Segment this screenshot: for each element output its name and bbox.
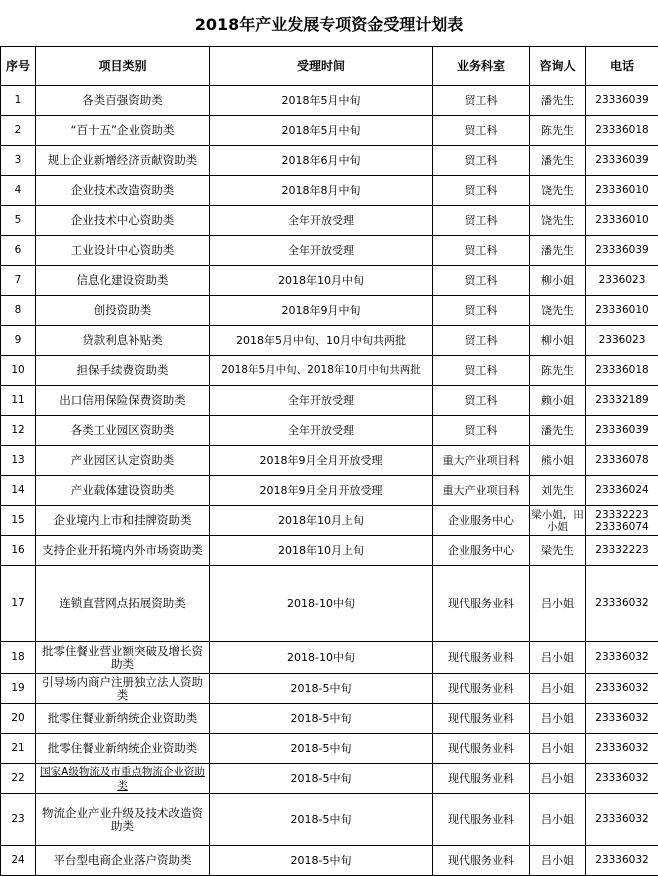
row-phone: 23336039 — [586, 416, 658, 446]
row-category: 企业技术中心资助类 — [36, 206, 210, 236]
row-phone: 23336024 — [586, 476, 658, 506]
row-phone: 23336032 — [586, 642, 658, 674]
row-dept: 现代服务业科 — [433, 794, 530, 846]
header-category: 项目类别 — [36, 47, 210, 86]
row-contact: 梁先生 — [530, 536, 586, 566]
row-contact: 吕小姐 — [530, 794, 586, 846]
row-category: 产业园区认定资助类 — [36, 446, 210, 476]
header-dept: 业务科室 — [433, 47, 530, 86]
row-contact: 陈先生 — [530, 116, 586, 146]
table-row — [1, 206, 658, 236]
row-category: 担保手续费资助类 — [36, 356, 210, 386]
row-no: 4 — [1, 176, 36, 206]
row-contact: 熊小姐 — [530, 446, 586, 476]
row-time: 2018年6月中旬 — [210, 146, 433, 176]
row-phone: 23336032 — [586, 846, 658, 876]
table-row — [1, 446, 658, 476]
row-phone: 23336032 — [586, 566, 658, 642]
row-dept: 贸工科 — [433, 266, 530, 296]
table-row — [1, 386, 658, 416]
row-dept: 现代服务业科 — [433, 846, 530, 876]
table-row — [1, 266, 658, 296]
row-category: “百十五”企业资助类 — [36, 116, 210, 146]
row-contact: 吕小姐 — [530, 566, 586, 642]
row-no: 22 — [1, 764, 36, 794]
header-time: 受理时间 — [210, 47, 433, 86]
page-title: 2018年产业发展专项资金受理计划表 — [0, 0, 658, 46]
table-row — [1, 846, 658, 876]
row-phone: 23336032 — [586, 674, 658, 704]
row-category: 产业载体建设资助类 — [36, 476, 210, 506]
row-contact: 吕小姐 — [530, 734, 586, 764]
row-phone: 23332189 — [586, 386, 658, 416]
row-time: 全年开放受理 — [210, 386, 433, 416]
row-dept: 贸工科 — [433, 206, 530, 236]
header-phone: 电话 — [586, 47, 658, 86]
row-dept: 现代服务业科 — [433, 704, 530, 734]
row-category: 各类工业园区资助类 — [36, 416, 210, 446]
row-contact: 赖小姐 — [530, 386, 586, 416]
row-no: 15 — [1, 506, 36, 536]
table-row — [1, 566, 658, 642]
row-contact: 陈先生 — [530, 356, 586, 386]
row-phone: 23336032 — [586, 704, 658, 734]
row-no: 14 — [1, 476, 36, 506]
row-no: 6 — [1, 236, 36, 266]
table-row — [1, 116, 658, 146]
row-contact: 吕小姐 — [530, 674, 586, 704]
row-contact: 潘先生 — [530, 236, 586, 266]
row-contact: 柳小姐 — [530, 326, 586, 356]
table-row — [1, 146, 658, 176]
row-no: 21 — [1, 734, 36, 764]
row-phone: 23332223 — [586, 536, 658, 566]
row-category: 贷款利息补贴类 — [36, 326, 210, 356]
row-dept: 现代服务业科 — [433, 566, 530, 642]
table-row — [1, 642, 658, 674]
row-no: 5 — [1, 206, 36, 236]
header-contact: 咨询人 — [530, 47, 586, 86]
row-category: 连锁直营网点拓展资助类 — [36, 566, 210, 642]
table-row — [1, 176, 658, 206]
table-row — [1, 86, 658, 116]
row-contact: 刘先生 — [530, 476, 586, 506]
row-contact: 饶先生 — [530, 176, 586, 206]
row-no: 20 — [1, 704, 36, 734]
row-contact: 梁小姐，田小姐 — [530, 506, 586, 536]
row-category: 信息化建设资助类 — [36, 266, 210, 296]
row-dept: 贸工科 — [433, 386, 530, 416]
table-row — [1, 236, 658, 266]
row-no: 16 — [1, 536, 36, 566]
table-row — [1, 764, 658, 794]
row-time: 2018年10月中旬 — [210, 266, 433, 296]
row-phone: 23336032 — [586, 734, 658, 764]
row-time: 2018年9月中旬 — [210, 296, 433, 326]
row-dept: 贸工科 — [433, 326, 530, 356]
row-contact: 吕小姐 — [530, 764, 586, 794]
row-time: 2018年10月上旬 — [210, 536, 433, 566]
row-dept: 现代服务业科 — [433, 764, 530, 794]
row-contact: 吕小姐 — [530, 846, 586, 876]
row-contact: 柳小姐 — [530, 266, 586, 296]
row-no: 17 — [1, 566, 36, 642]
row-no: 24 — [1, 846, 36, 876]
row-dept: 现代服务业科 — [433, 734, 530, 764]
row-dept: 贸工科 — [433, 356, 530, 386]
row-category — [36, 764, 210, 794]
row-no: 9 — [1, 326, 36, 356]
row-no: 19 — [1, 674, 36, 704]
row-contact: 吕小姐 — [530, 704, 586, 734]
row-time: 全年开放受理 — [210, 206, 433, 236]
row-phone: 23336032 — [586, 794, 658, 846]
row-category: 出口信用保险保费资助类 — [36, 386, 210, 416]
table-row — [1, 356, 658, 386]
row-contact: 潘先生 — [530, 416, 586, 446]
row-phone: 23336078 — [586, 446, 658, 476]
row-category: 工业设计中心资助类 — [36, 236, 210, 266]
row-category: 创投资助类 — [36, 296, 210, 326]
row-phone: 23332223 23336074 — [586, 506, 658, 536]
row-dept: 贸工科 — [433, 296, 530, 326]
row-time: 2018-5中旬 — [210, 764, 433, 794]
row-phone: 23336018 — [586, 356, 658, 386]
row-phone: 23336018 — [586, 116, 658, 146]
row-contact: 潘先生 — [530, 146, 586, 176]
header-row — [1, 47, 658, 86]
row-time: 2018年5月中旬 — [210, 116, 433, 146]
row-no: 11 — [1, 386, 36, 416]
row-dept: 贸工科 — [433, 176, 530, 206]
table-row — [1, 326, 658, 356]
row-dept: 现代服务业科 — [433, 642, 530, 674]
row-category: 各类百强资助类 — [36, 86, 210, 116]
row-no: 18 — [1, 642, 36, 674]
row-no: 12 — [1, 416, 36, 446]
table-row — [1, 476, 658, 506]
row-category: 企业技术改造资助类 — [36, 176, 210, 206]
table-row — [1, 536, 658, 566]
row-time: 2018年5月中旬、10月中旬共两批 — [210, 326, 433, 356]
table-row — [1, 704, 658, 734]
row-category: 批零住餐业营业额突破及增长资助类 — [36, 642, 210, 674]
row-time: 2018-5中旬 — [210, 674, 433, 704]
row-category: 规上企业新增经济贡献资助类 — [36, 146, 210, 176]
table-row — [1, 296, 658, 326]
row-time: 全年开放受理 — [210, 236, 433, 266]
row-no: 8 — [1, 296, 36, 326]
row-time: 2018年9月全月开放受理 — [210, 476, 433, 506]
row-no: 1 — [1, 86, 36, 116]
row-phone: 23336010 — [586, 206, 658, 236]
row-category-underlined: 国家A级物流及市重点物流企业资助类 — [40, 766, 205, 792]
table-row — [1, 734, 658, 764]
table-row — [1, 416, 658, 446]
row-phone: 2336023 — [586, 326, 658, 356]
funding-schedule-table — [0, 46, 658, 876]
row-phone: 23336039 — [586, 86, 658, 116]
row-time: 2018年8月中旬 — [210, 176, 433, 206]
row-time: 2018-10中旬 — [210, 566, 433, 642]
row-no: 2 — [1, 116, 36, 146]
table-row — [1, 794, 658, 846]
row-dept: 贸工科 — [433, 146, 530, 176]
row-time: 全年开放受理 — [210, 416, 433, 446]
row-phone: 23336010 — [586, 176, 658, 206]
row-dept: 企业服务中心 — [433, 506, 530, 536]
row-time: 2018年5月中旬 — [210, 86, 433, 116]
row-no: 10 — [1, 356, 36, 386]
row-time: 2018-10中旬 — [210, 642, 433, 674]
row-category: 平台型电商企业落户资助类 — [36, 846, 210, 876]
row-dept: 企业服务中心 — [433, 536, 530, 566]
row-time: 2018年5月中旬、2018年10月中旬共两批 — [210, 356, 433, 386]
row-phone: 23336010 — [586, 296, 658, 326]
table-row — [1, 506, 658, 536]
row-contact: 潘先生 — [530, 86, 586, 116]
row-dept: 贸工科 — [433, 116, 530, 146]
row-dept: 贸工科 — [433, 86, 530, 116]
row-time: 2018年10月上旬 — [210, 506, 433, 536]
row-dept: 重大产业项目科 — [433, 476, 530, 506]
row-no: 23 — [1, 794, 36, 846]
row-phone: 23336039 — [586, 146, 658, 176]
row-contact: 吕小姐 — [530, 642, 586, 674]
row-phone: 23336032 — [586, 764, 658, 794]
row-time: 2018-5中旬 — [210, 704, 433, 734]
row-dept: 重大产业项目科 — [433, 446, 530, 476]
row-category: 支持企业开拓境内外市场资助类 — [36, 536, 210, 566]
row-no: 13 — [1, 446, 36, 476]
table-row — [1, 674, 658, 704]
row-time: 2018-5中旬 — [210, 794, 433, 846]
row-no: 7 — [1, 266, 36, 296]
row-dept: 贸工科 — [433, 236, 530, 266]
row-category: 引导场内商户注册独立法人资助类 — [36, 674, 210, 704]
row-dept: 贸工科 — [433, 416, 530, 446]
row-phone: 23336039 — [586, 236, 658, 266]
row-dept: 现代服务业科 — [433, 674, 530, 704]
row-time: 2018-5中旬 — [210, 846, 433, 876]
row-contact: 饶先生 — [530, 206, 586, 236]
row-category: 批零住餐业新纳统企业资助类 — [36, 704, 210, 734]
row-time: 2018年9月全月开放受理 — [210, 446, 433, 476]
row-contact: 饶先生 — [530, 296, 586, 326]
row-time: 2018-5中旬 — [210, 734, 433, 764]
row-category: 物流企业产业升级及技术改造资助类 — [36, 794, 210, 846]
row-no: 3 — [1, 146, 36, 176]
row-category: 批零住餐业新纳统企业资助类 — [36, 734, 210, 764]
header-no: 序号 — [1, 47, 36, 86]
row-phone: 2336023 — [586, 266, 658, 296]
row-category: 企业境内上市和挂牌资助类 — [36, 506, 210, 536]
